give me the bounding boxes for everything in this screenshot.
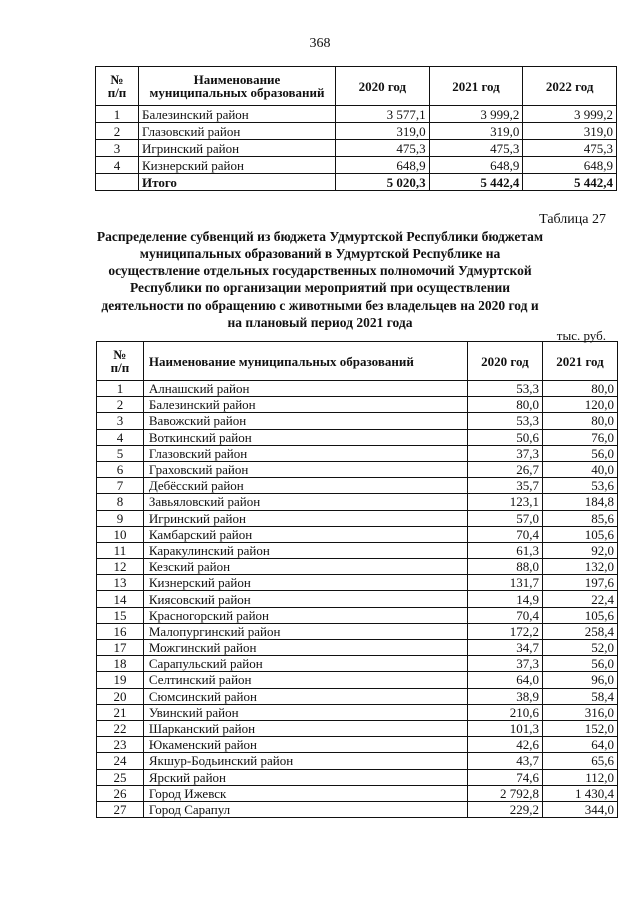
value-2020: 61,3 xyxy=(467,542,542,558)
value-2020: 37,3 xyxy=(467,445,542,461)
column-header-name: Наименование муниципальных образований xyxy=(143,342,467,381)
row-number: 25 xyxy=(97,769,144,785)
allocation-table-continued xyxy=(95,66,617,191)
row-number: 26 xyxy=(97,785,144,801)
municipality-name: Кизнерский район xyxy=(143,575,467,591)
municipality-name: Селтинский район xyxy=(143,672,467,688)
value-2020: 74,6 xyxy=(467,769,542,785)
value-2020: 172,2 xyxy=(467,623,542,639)
total-label: Итого xyxy=(139,174,336,191)
value-2021: 197,6 xyxy=(542,575,617,591)
municipality-name: Камбарский район xyxy=(143,526,467,542)
municipality-name: Сарапульский район xyxy=(143,656,467,672)
row-number: 24 xyxy=(97,753,144,769)
table-label: Таблица 27 xyxy=(539,212,606,227)
value-2021: 120,0 xyxy=(542,397,617,413)
municipality-name: Можгинский район xyxy=(143,640,467,656)
row-number: 7 xyxy=(97,478,144,494)
value-2021: 132,0 xyxy=(542,559,617,575)
municipality-name: Сюмсинский район xyxy=(143,688,467,704)
value-2020: 64,0 xyxy=(467,672,542,688)
value-2020: 43,7 xyxy=(467,753,542,769)
municipality-name: Ярский район xyxy=(143,769,467,785)
table-row xyxy=(97,769,618,785)
value-2020: 648,9 xyxy=(336,157,430,174)
value-2020: 50,6 xyxy=(467,429,542,445)
municipality-name: Город Ижевск xyxy=(143,785,467,801)
value-2022: 648,9 xyxy=(523,157,617,174)
value-2020: 38,9 xyxy=(467,688,542,704)
value-2021: 475,3 xyxy=(429,140,523,157)
row-number: 27 xyxy=(97,801,144,817)
total-2022: 5 442,4 xyxy=(523,174,617,191)
municipality-name: Шарканский район xyxy=(143,720,467,736)
value-2021: 344,0 xyxy=(542,801,617,817)
value-2020: 26,7 xyxy=(467,461,542,477)
table-row xyxy=(97,672,618,688)
table-row xyxy=(97,413,618,429)
table-row xyxy=(97,607,618,623)
table-row xyxy=(97,526,618,542)
total-2020: 5 020,3 xyxy=(336,174,430,191)
municipality-name: Город Сарапул xyxy=(143,801,467,817)
municipality-name: Киясовский район xyxy=(143,591,467,607)
table-row xyxy=(97,542,618,558)
value-2020: 37,3 xyxy=(467,656,542,672)
table-row xyxy=(97,704,618,720)
table-row xyxy=(97,494,618,510)
table-row xyxy=(97,753,618,769)
table-row xyxy=(97,461,618,477)
table-row xyxy=(97,510,618,526)
value-2020: 35,7 xyxy=(467,478,542,494)
value-2020: 319,0 xyxy=(336,123,430,140)
value-2021: 80,0 xyxy=(542,413,617,429)
value-2021: 316,0 xyxy=(542,704,617,720)
table-row xyxy=(97,801,618,817)
table-row xyxy=(97,623,618,639)
value-2021: 319,0 xyxy=(429,123,523,140)
row-number: 16 xyxy=(97,623,144,639)
value-2020: 131,7 xyxy=(467,575,542,591)
municipality-name: Увинский район xyxy=(143,704,467,720)
row-number: 21 xyxy=(97,704,144,720)
table-row xyxy=(97,640,618,656)
value-2020: 14,9 xyxy=(467,591,542,607)
value-2020: 210,6 xyxy=(467,704,542,720)
value-2021: 105,6 xyxy=(542,526,617,542)
municipality-name: Красногорский район xyxy=(143,607,467,623)
document-title: Распределение субвенций из бюджета Удмуртской Республики бюджетам муниципальных образований в Удмуртской Республике на осуществление отдельных государственных полномочий Удмуртской Республики по организации мероприятий при осуществлении деятельности по обращению с животными без владельцев на 2020 год и на плановый период 2021 года xyxy=(96,229,544,330)
municipality-name: Дебёсский район xyxy=(143,478,467,494)
value-2021: 648,9 xyxy=(429,157,523,174)
value-2021: 65,6 xyxy=(542,753,617,769)
value-2021: 40,0 xyxy=(542,461,617,477)
table-header-row xyxy=(97,342,618,381)
table-row xyxy=(97,785,618,801)
value-2022: 3 999,2 xyxy=(523,106,617,123)
row-number: 23 xyxy=(97,737,144,753)
value-2021: 58,4 xyxy=(542,688,617,704)
value-2021: 56,0 xyxy=(542,445,617,461)
column-header-2021: 2021 год xyxy=(429,67,523,106)
municipality-name: Кизнерский район xyxy=(139,157,336,174)
table-row xyxy=(97,737,618,753)
total-2021: 5 442,4 xyxy=(429,174,523,191)
row-number: 10 xyxy=(97,526,144,542)
row-number xyxy=(96,174,139,191)
table-row xyxy=(97,429,618,445)
total-row xyxy=(96,174,617,191)
value-2021: 184,8 xyxy=(542,494,617,510)
row-number: 15 xyxy=(97,607,144,623)
row-number: 3 xyxy=(97,413,144,429)
row-number: 1 xyxy=(96,106,139,123)
subsidy-table-27 xyxy=(96,341,618,818)
value-2020: 101,3 xyxy=(467,720,542,736)
value-2020: 229,2 xyxy=(467,801,542,817)
row-number: 14 xyxy=(97,591,144,607)
value-2020: 3 577,1 xyxy=(336,106,430,123)
column-header-2022: 2022 год xyxy=(523,67,617,106)
column-header-2021: 2021 год xyxy=(542,342,617,381)
table-row xyxy=(97,720,618,736)
table-row xyxy=(96,106,617,123)
municipality-name: Алнашский район xyxy=(143,381,467,397)
row-number: 17 xyxy=(97,640,144,656)
value-2020: 53,3 xyxy=(467,381,542,397)
row-number: 2 xyxy=(96,123,139,140)
value-2020: 42,6 xyxy=(467,737,542,753)
value-2021: 92,0 xyxy=(542,542,617,558)
column-header-2020: 2020 год xyxy=(336,67,430,106)
row-number: 1 xyxy=(97,381,144,397)
municipality-name: Вавожский район xyxy=(143,413,467,429)
row-number: 4 xyxy=(96,157,139,174)
table-row xyxy=(97,397,618,413)
table-row xyxy=(97,575,618,591)
municipality-name: Кезский район xyxy=(143,559,467,575)
value-2021: 64,0 xyxy=(542,737,617,753)
value-2021: 152,0 xyxy=(542,720,617,736)
table-row xyxy=(96,123,617,140)
row-number: 22 xyxy=(97,720,144,736)
value-2021: 76,0 xyxy=(542,429,617,445)
table-row xyxy=(97,478,618,494)
column-header-2020: 2020 год xyxy=(467,342,542,381)
value-2020: 80,0 xyxy=(467,397,542,413)
municipality-name: Каракулинский район xyxy=(143,542,467,558)
value-2021: 3 999,2 xyxy=(429,106,523,123)
row-number: 19 xyxy=(97,672,144,688)
municipality-name: Глазовский район xyxy=(139,123,336,140)
municipality-name: Глазовский район xyxy=(143,445,467,461)
value-2020: 70,4 xyxy=(467,526,542,542)
value-2020: 34,7 xyxy=(467,640,542,656)
value-2021: 80,0 xyxy=(542,381,617,397)
municipality-name: Балезинский район xyxy=(143,397,467,413)
table-row xyxy=(97,559,618,575)
row-number: 2 xyxy=(97,397,144,413)
municipality-name: Якшур-Бодьинский район xyxy=(143,753,467,769)
row-number: 5 xyxy=(97,445,144,461)
table-row xyxy=(97,656,618,672)
row-number: 13 xyxy=(97,575,144,591)
value-2022: 319,0 xyxy=(523,123,617,140)
value-2020: 475,3 xyxy=(336,140,430,157)
value-2020: 123,1 xyxy=(467,494,542,510)
table-row xyxy=(97,688,618,704)
municipality-name: Юкаменский район xyxy=(143,737,467,753)
municipality-name: Завьяловский район xyxy=(143,494,467,510)
column-header-number: № п/п xyxy=(97,342,144,381)
municipality-name: Игринский район xyxy=(139,140,336,157)
row-number: 12 xyxy=(97,559,144,575)
municipality-name: Малопургинский район xyxy=(143,623,467,639)
value-2020: 70,4 xyxy=(467,607,542,623)
municipality-name: Игринский район xyxy=(143,510,467,526)
value-2021: 258,4 xyxy=(542,623,617,639)
value-2021: 52,0 xyxy=(542,640,617,656)
table-header-row xyxy=(96,67,617,106)
value-2022: 475,3 xyxy=(523,140,617,157)
value-2021: 56,0 xyxy=(542,656,617,672)
value-2021: 96,0 xyxy=(542,672,617,688)
value-2021: 105,6 xyxy=(542,607,617,623)
page-number: 368 xyxy=(309,36,331,51)
row-number: 6 xyxy=(97,461,144,477)
table-row xyxy=(97,445,618,461)
value-2020: 88,0 xyxy=(467,559,542,575)
row-number: 20 xyxy=(97,688,144,704)
row-number: 3 xyxy=(96,140,139,157)
row-number: 4 xyxy=(97,429,144,445)
municipality-name: Воткинский район xyxy=(143,429,467,445)
value-2020: 2 792,8 xyxy=(467,785,542,801)
value-2021: 53,6 xyxy=(542,478,617,494)
row-number: 11 xyxy=(97,542,144,558)
value-2021: 22,4 xyxy=(542,591,617,607)
row-number: 18 xyxy=(97,656,144,672)
municipality-name: Балезинский район xyxy=(139,106,336,123)
column-header-name: Наименование муниципальных образований xyxy=(139,67,336,106)
municipality-name: Граховский район xyxy=(143,461,467,477)
value-2020: 53,3 xyxy=(467,413,542,429)
row-number: 8 xyxy=(97,494,144,510)
value-2021: 112,0 xyxy=(542,769,617,785)
value-2021: 1 430,4 xyxy=(542,785,617,801)
table-row xyxy=(96,140,617,157)
row-number: 9 xyxy=(97,510,144,526)
table-row xyxy=(96,157,617,174)
value-2020: 57,0 xyxy=(467,510,542,526)
value-2021: 85,6 xyxy=(542,510,617,526)
table-row xyxy=(97,591,618,607)
table-row xyxy=(97,381,618,397)
column-header-number: № п/п xyxy=(96,67,139,106)
units-label: тыс. руб. xyxy=(556,328,606,343)
